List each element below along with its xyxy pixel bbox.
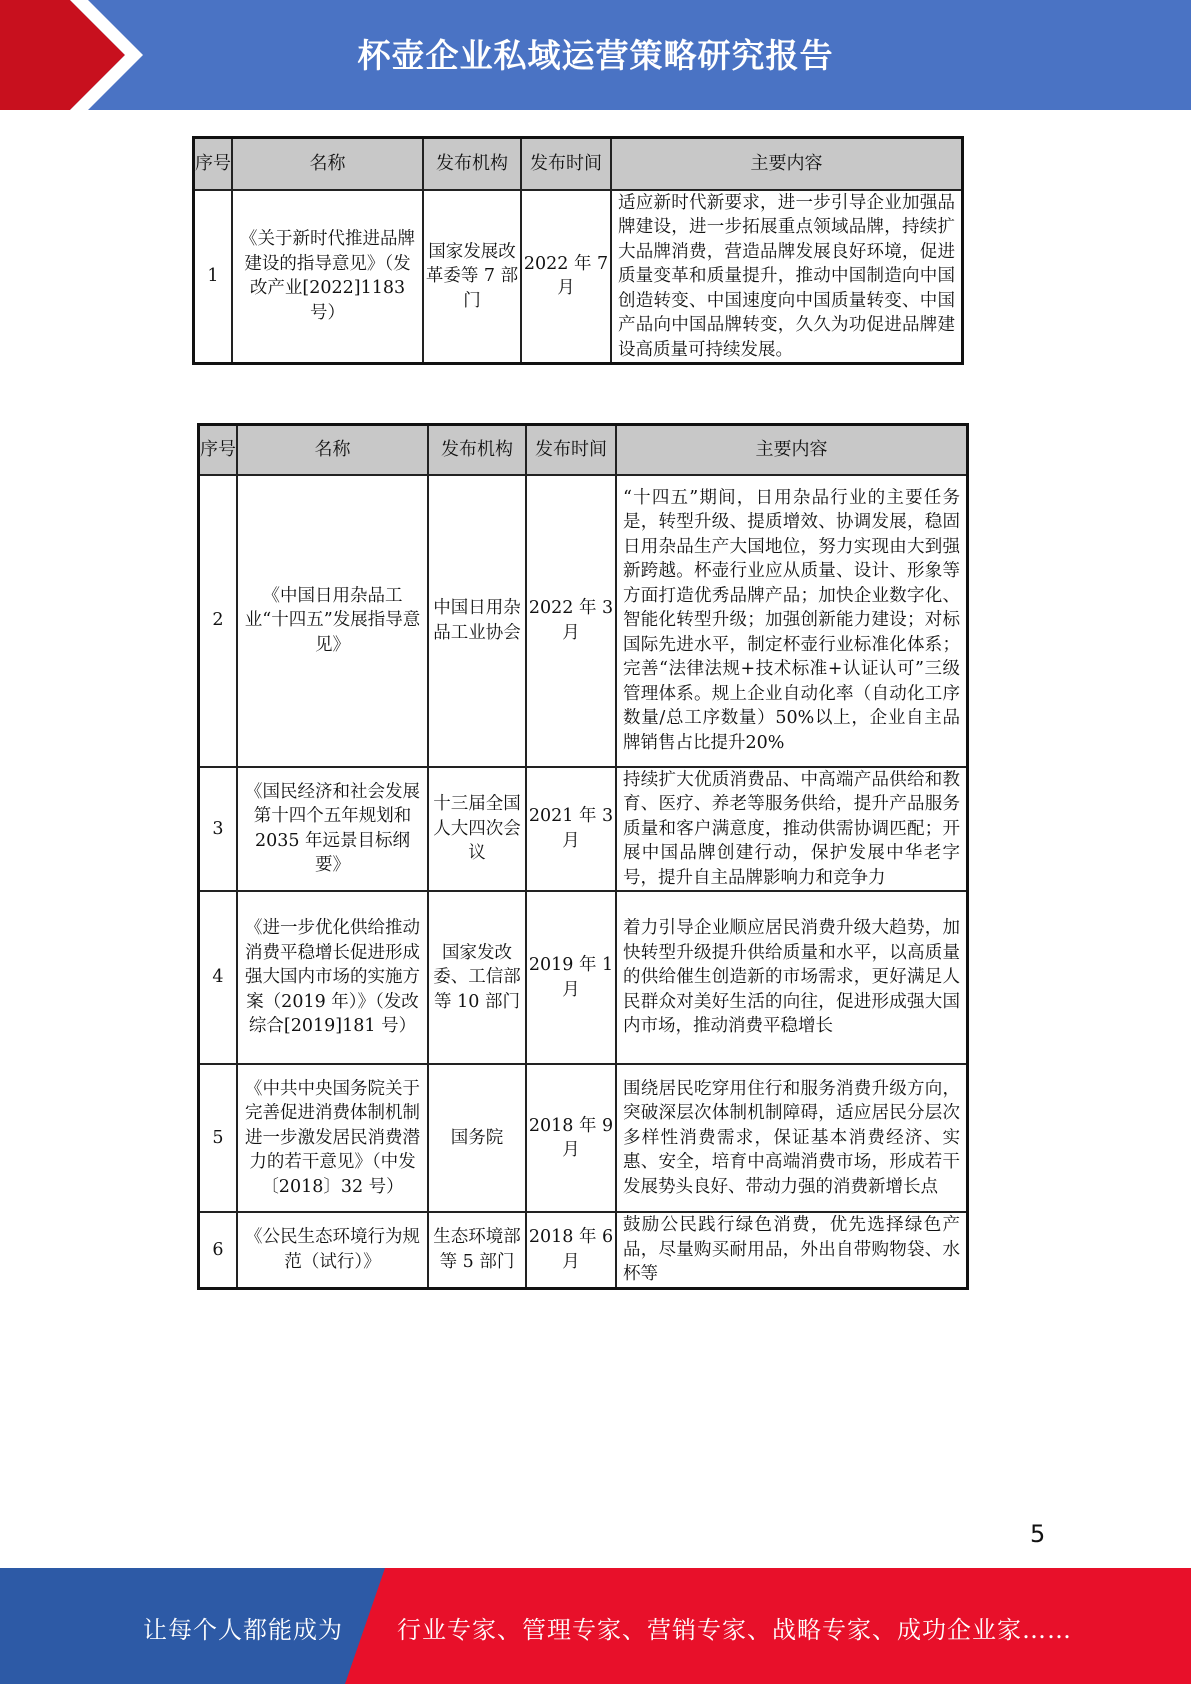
row-content: 围绕居民吃穿用住行和服务消费升级方向，突破深层次体制机制障碍，适应居民分层次多样性消费需求，保证基本消费经济、实惠、安全，培育中高端消费市场，形成若干发展势头良好、带动力强的消费新增长点 [616, 1064, 968, 1212]
page-number: 5 [1030, 1520, 1046, 1548]
row-content: 鼓励公民践行绿色消费，优先选择绿色产品，尽量购买耐用品，外出自带购物袋、水杯等 [616, 1212, 968, 1288]
row-index: 5 [199, 1064, 238, 1212]
policy-table-1 [192, 136, 964, 365]
report-title: 杯壶企业私域运营策略研究报告 [357, 36, 834, 75]
row-index: 1 [194, 190, 233, 364]
row-date: 2021 年 3 月 [526, 767, 616, 892]
row-date: 2022 年 3 月 [526, 475, 616, 767]
row-content: 着力引导企业顺应居民消费升级大趋势，加快转型升级提升供给质量和水平，以高质量的供给催生创造新的市场需求，更好满足人民群众对美好生活的向往，促进形成强大国内市场，推动消费平稳增长 [616, 891, 968, 1064]
table-row [199, 767, 968, 892]
policy-table-2 [197, 423, 969, 1290]
row-name: 《国民经济和社会发展第十四个五年规划和 2035 年远景目标纲要》 [237, 767, 428, 892]
row-org: 国家发展改革委等 7 部门 [423, 190, 521, 364]
table-header-row [194, 138, 963, 190]
col-header-content: 主要内容 [616, 425, 968, 475]
col-header-index: 序号 [194, 138, 233, 190]
row-content: “十四五”期间，日用杂品行业的主要任务是，转型升级、提质增效、协调发展，稳固日用杂品生产大国地位，努力实现由大到强新跨越。杯壶行业应从质量、设计、形象等方面打造优秀品牌产品；加快企业数字化、智能化转型升级；加强创新能力建设；对标国际先进水平，制定杯壶行业标准化体系；完善“法律法规+技术标准+认证认可”三级管理体系。规上企业自动化率（自动化工序数量/总工序数量）50%以上，企业自主品牌销售占比提升20% [616, 475, 968, 767]
table-row [199, 1212, 968, 1288]
col-header-org: 发布机构 [428, 425, 526, 475]
row-org: 生态环境部等 5 部门 [428, 1212, 526, 1288]
row-date: 2022 年 7 月 [521, 190, 611, 364]
row-index: 4 [199, 891, 238, 1064]
page-header [0, 0, 1191, 110]
col-header-date: 发布时间 [521, 138, 611, 190]
row-index: 3 [199, 767, 238, 892]
col-header-date: 发布时间 [526, 425, 616, 475]
row-org: 国务院 [428, 1064, 526, 1212]
row-org: 国家发改委、工信部等 10 部门 [428, 891, 526, 1064]
row-date: 2018 年 9 月 [526, 1064, 616, 1212]
col-header-content: 主要内容 [611, 138, 963, 190]
table-row [199, 891, 968, 1064]
col-header-name: 名称 [237, 425, 428, 475]
row-name: 《公民生态环境行为规范（试行）》 [237, 1212, 428, 1288]
table-row [199, 1064, 968, 1212]
row-content: 适应新时代新要求，进一步引导企业加强品牌建设，进一步拓展重点领域品牌，持续扩大品牌消费，营造品牌发展良好环境，促进质量变革和质量提升，推动中国制造向中国创造转变、中国速度向中国质量转变、中国产品向中国品牌转变，久久为功促进品牌建设高质量可持续发展。 [611, 190, 963, 364]
col-header-org: 发布机构 [423, 138, 521, 190]
row-index: 6 [199, 1212, 238, 1288]
row-name: 《中国日用杂品工业“十四五”发展指导意见》 [237, 475, 428, 767]
row-content: 持续扩大优质消费品、中高端产品供给和教育、医疗、养老等服务供给，提升产品服务质量和客户满意度，推动供需协调匹配；开展中国品牌创建行动，保护发展中华老字号，提升自主品牌影响力和竞争力 [616, 767, 968, 892]
row-org: 中国日用杂品工业协会 [428, 475, 526, 767]
footer-slogan-right: 行业专家、管理专家、营销专家、战略专家、成功企业家…… [397, 1616, 1072, 1644]
row-name: 《进一步优化供给推动消费平稳增长促进形成强大国内市场的实施方案（2019 年）》（发改综合[2019]181 号） [237, 891, 428, 1064]
row-name: 《中共中央国务院关于完善促进消费体制机制进一步激发居民消费潜力的若干意见》（中发〔2018〕32 号） [237, 1064, 428, 1212]
row-org: 十三届全国人大四次会议 [428, 767, 526, 892]
footer-slogan-left: 让每个人都能成为 [143, 1616, 343, 1644]
row-name: 《关于新时代推进品牌建设的指导意见》（发改产业[2022]1183 号） [232, 190, 423, 364]
table-header-row [199, 425, 968, 475]
table-row [199, 475, 968, 767]
page-footer [0, 1568, 1191, 1684]
col-header-name: 名称 [232, 138, 423, 190]
table-row [194, 190, 963, 364]
row-index: 2 [199, 475, 238, 767]
col-header-index: 序号 [199, 425, 238, 475]
row-date: 2019 年 1 月 [526, 891, 616, 1064]
row-date: 2018 年 6 月 [526, 1212, 616, 1288]
